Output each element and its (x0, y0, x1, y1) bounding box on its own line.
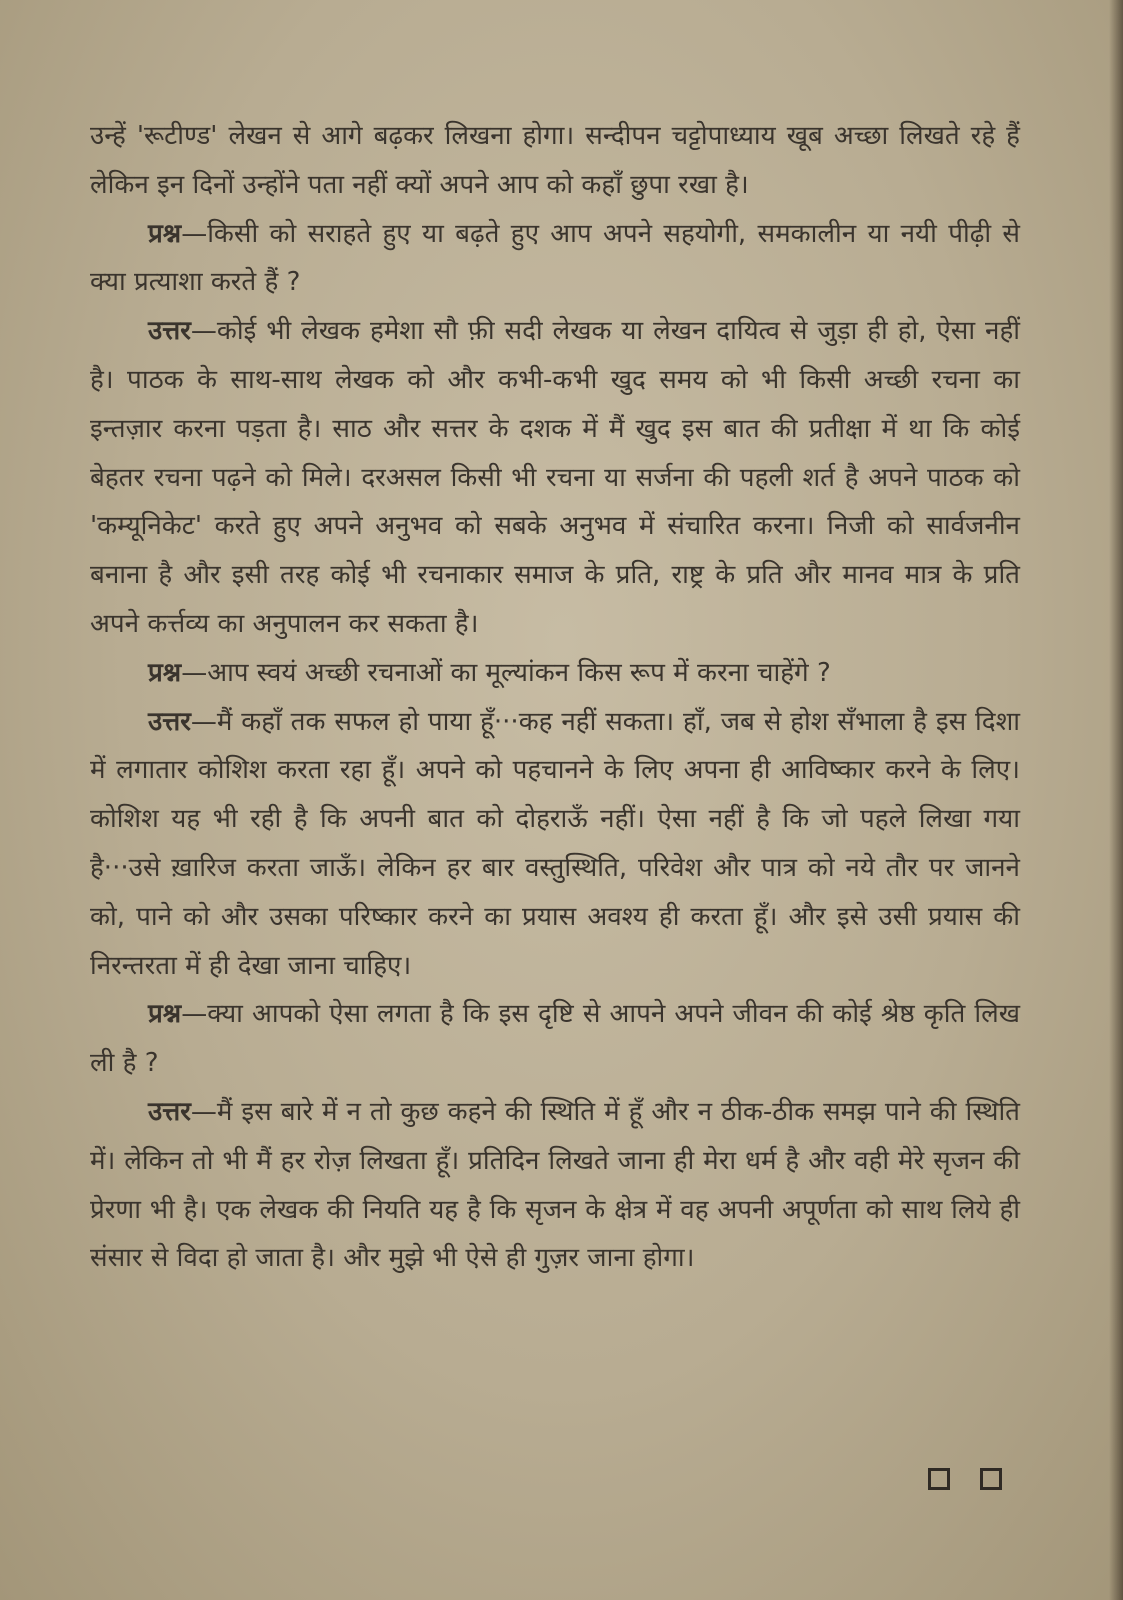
question-label: प्रश्न (148, 218, 182, 249)
question-label: प्रश्न (148, 999, 182, 1030)
answer-label: उत्तर (148, 316, 191, 347)
question-paragraph-1 (90, 210, 1020, 308)
question-text: —क्या आपको ऐसा लगता है कि इस दृष्टि से आपने अपने जीवन की कोई श्रेष्ठ कृति लिख ली है ? (90, 999, 1020, 1079)
question-text: —किसी को सराहते हुए या बढ़ते हुए आप अपने सहयोगी, समकालीन या नयी पीढ़ी से क्या प्रत्याशा करते हैं ? (90, 218, 1020, 298)
answer-paragraph-3 (90, 1088, 1020, 1283)
answer-text: —मैं कहाँ तक सफल हो पाया हूँ···कह नहीं सकता। हाँ, जब से होश सँभाला है इस दिशा में लगातार कोशिश करता रहा हूँ। अपने को पहचानने के लिए अपना ही आविष्कार करने के लिए। कोशिश यह भी रही है कि अपनी बात को दोहराऊँ नहीं। ऐसा नहीं है कि जो पहले लिखा गया है···उसे ख़ारिज करता जाऊँ। लेकिन हर बार वस्तुस्थिति, परिवेश और पात्र को नये तौर पर जानने को, पाने को और उसका परिष्कार करने का प्रयास अवश्य ही करता हूँ। और इसे उसी प्रयास की निरन्तरता में ही देखा जाना चाहिए। (90, 706, 1020, 981)
answer-label: उत्तर (148, 1096, 191, 1127)
page-body (90, 112, 1020, 1283)
answer-paragraph-1 (90, 307, 1020, 649)
question-paragraph-3 (90, 990, 1020, 1088)
answer-text: —मैं इस बारे में न तो कुछ कहने की स्थिति में हूँ और न ठीक-ठीक समझ पाने की स्थिति में। लेकिन तो भी मैं हर रोज़ लिखता हूँ। प्रतिदिन लिखते जाना ही मेरा धर्म है और वही मेरे सृजन की प्रेरणा भी है। एक लेखक की नियति यह है कि सृजन के क्षेत्र में वह अपनी अपूर्णता को साथ लिये ही संसार से विदा हो जाता है। और मुझे भी ऐसे ही गुज़र जाना होगा। (90, 1096, 1020, 1274)
square-mark-icon (928, 1468, 950, 1490)
answer-label: उत्तर (148, 706, 191, 737)
answer-paragraph-2 (90, 698, 1020, 991)
question-text: —आप स्वयं अच्छी रचनाओं का मूल्यांकन किस रूप में करना चाहेंगे ? (181, 657, 831, 688)
answer-text: —कोई भी लेखक हमेशा सौ फ़ी सदी लेखक या लेखन दायित्व से जुड़ा ही हो, ऐसा नहीं है। पाठक के साथ-साथ लेखक को और कभी-कभी खुद समय को भी किसी अच्छी रचना का इन्तज़ार करना पड़ता है। साठ और सत्तर के दशक में मैं खुद इस बात की प्रतीक्षा में था कि कोई बेहतर रचना पढ़ने को मिले। दरअसल किसी भी रचना या सर्जना की पहली शर्त है अपने पाठक को 'कम्यूनिकेट' करते हुए अपने अनुभव को सबके अनुभव में संचारित करना। निजी को सार्वजनीन बनाना है और इसी तरह कोई भी रचनाकार समाज के प्रति, राष्ट्र के प्रति और मानव मात्र के प्रति अपने कर्त्तव्य का अनुपालन कर सकता है। (90, 316, 1020, 639)
paragraph-text: उन्हें 'रूटीण्ड' लेखन से आगे बढ़कर लिखना होगा। सन्दीपन चट्टोपाध्याय खूब अच्छा लिखते रहे हैं लेकिन इन दिनों उन्होंने पता नहीं क्यों अपने आप को कहाँ छुपा रखा है। (90, 121, 1020, 200)
question-label: प्रश्न (148, 657, 182, 688)
paragraph-intro (90, 112, 1020, 210)
end-of-section-marks (928, 1468, 1008, 1498)
question-paragraph-2 (90, 649, 1020, 698)
square-mark-icon (980, 1468, 1002, 1490)
